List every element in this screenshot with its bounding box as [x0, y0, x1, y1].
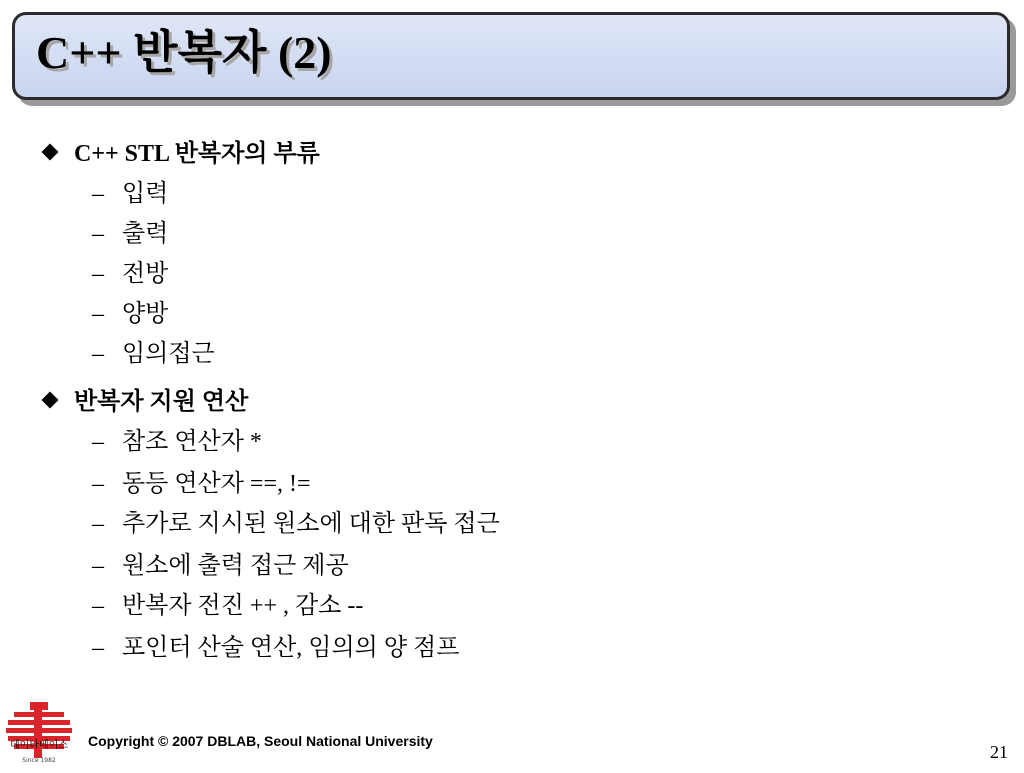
bullet-text: 임의접근 — [122, 341, 215, 367]
diamond-bullet-icon — [42, 392, 59, 409]
sub-bullet-item — [92, 470, 311, 498]
footer-copyright: Copyright © 2007 DBLAB, Seoul National University — [88, 733, 433, 749]
bullet-text: 추가로 지시된 원소에 대한 판독 접근 — [122, 511, 500, 537]
diamond-bullet-icon — [42, 144, 59, 161]
sub-bullet-item — [92, 340, 215, 368]
page-number: 21 — [990, 742, 1008, 762]
dash-bullet-icon: – — [92, 341, 104, 367]
dash-bullet-icon: – — [92, 261, 104, 287]
sub-bullet-item — [92, 552, 349, 580]
sub-bullet-item — [92, 180, 168, 208]
slide-title: C++ 반복자 (2) — [36, 27, 332, 78]
logo-lettering: 데이타베이스 — [10, 740, 68, 751]
bullet-text: 양방 — [122, 301, 169, 327]
dash-bullet-icon: – — [92, 511, 104, 537]
sub-bullet-item — [92, 510, 500, 538]
bullet-text: 참조 연산자 * — [122, 429, 262, 455]
dash-bullet-icon: – — [92, 553, 104, 579]
dash-bullet-icon: – — [92, 471, 104, 497]
dash-bullet-icon: – — [92, 181, 104, 207]
sub-bullet-item — [92, 260, 168, 288]
bullet-item — [44, 388, 248, 416]
bullet-text: 출력 — [122, 221, 169, 247]
sub-bullet-item — [92, 220, 168, 248]
dblab-logo — [0, 700, 78, 768]
bullet-text: 입력 — [122, 181, 169, 207]
sub-bullet-item — [92, 634, 459, 662]
sub-bullet-item — [92, 300, 168, 328]
bullet-item — [44, 140, 320, 168]
bullet-text: 포인터 산술 연산, 임의의 양 점프 — [122, 635, 460, 661]
bullet-text: 전방 — [122, 261, 169, 287]
bullet-text: 원소에 출력 접근 제공 — [122, 553, 349, 579]
bullet-text: C++ STL 반복자의 부류 — [74, 141, 320, 167]
bullet-text: 동등 연산자 ==, != — [122, 471, 311, 497]
dash-bullet-icon: – — [92, 221, 104, 247]
sub-bullet-item — [92, 592, 363, 620]
dash-bullet-icon: – — [92, 635, 104, 661]
dash-bullet-icon: – — [92, 593, 104, 619]
bullet-text: 반복자 지원 연산 — [74, 389, 249, 415]
dblab-logo-icon — [0, 700, 78, 768]
dash-bullet-icon: – — [92, 429, 104, 455]
bullet-text: 반복자 전진 ++ , 감소 -- — [122, 593, 364, 619]
sub-bullet-item — [92, 428, 262, 456]
dash-bullet-icon: – — [92, 301, 104, 327]
logo-since: Since 1982 — [22, 757, 56, 764]
